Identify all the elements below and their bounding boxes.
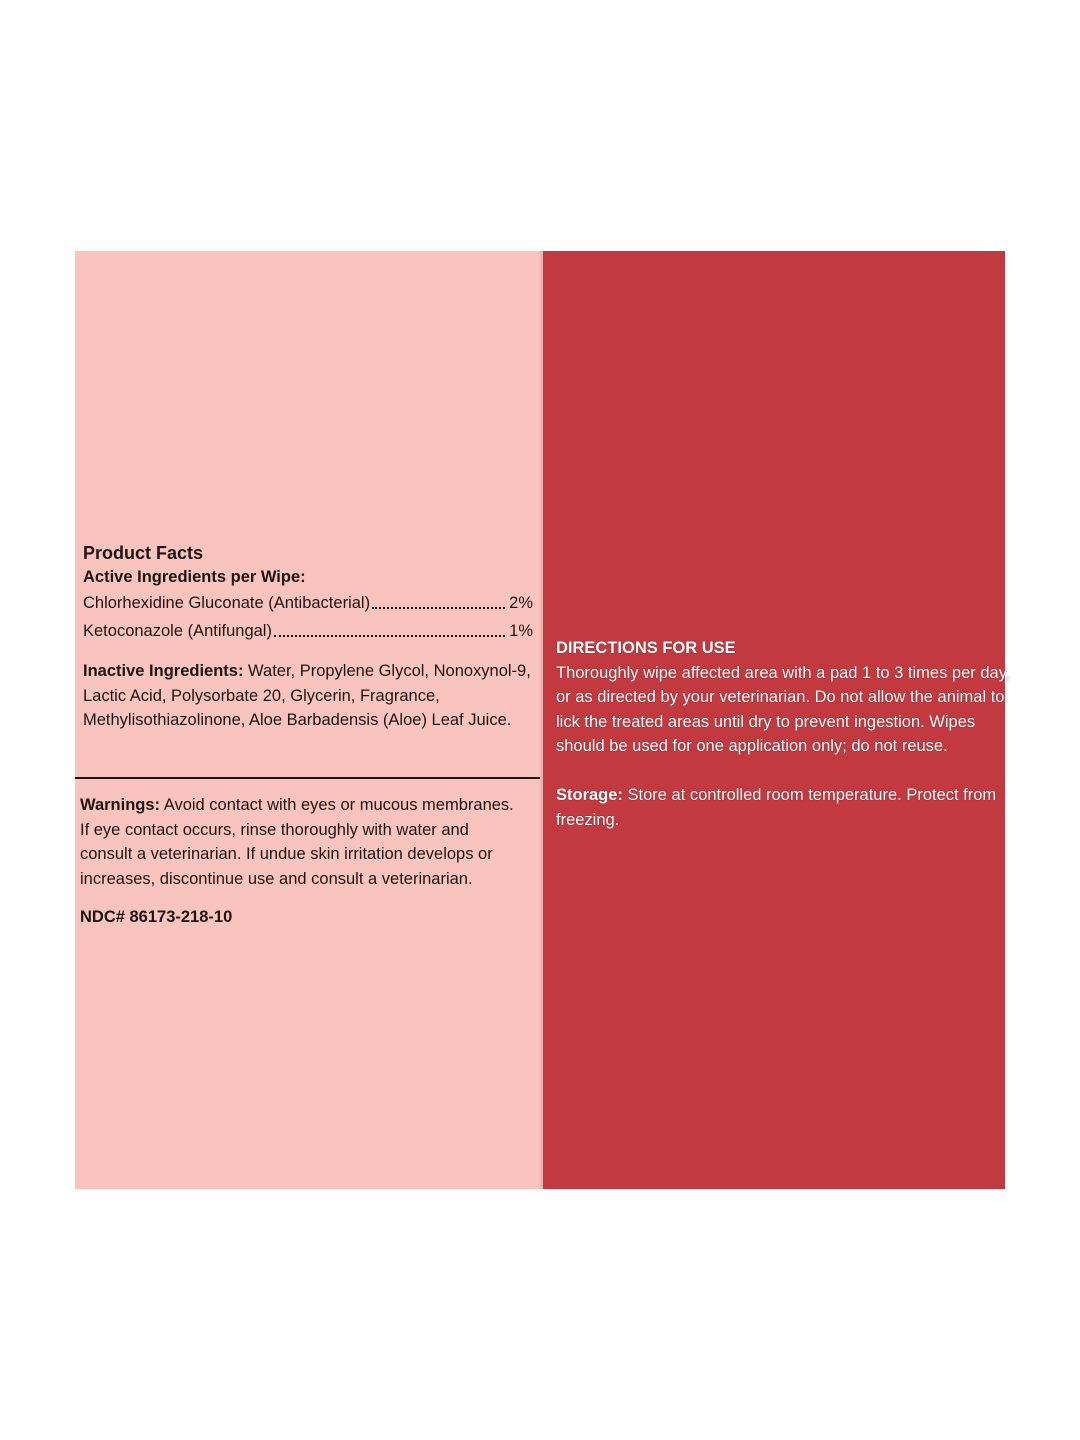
warnings-label: Warnings: [80, 796, 161, 814]
product-facts [83, 541, 533, 733]
active-ingredient-row [83, 619, 533, 643]
directions-text: Thoroughly wipe affected area with a pad 1 to 3 times per day, or as directed by your veterinarian. Do not allow the animal to lick the treated areas until dry to prevent ingestion. Wipes should be used for one application only; do not reuse. [556, 663, 1011, 755]
active-ingredient-row [83, 591, 533, 615]
ingredient-percent: 2% [509, 594, 533, 612]
section-divider [75, 777, 540, 779]
warnings-section [80, 793, 520, 930]
right-panel [543, 251, 1011, 1189]
dot-leader [274, 635, 505, 637]
left-panel [75, 251, 540, 1189]
active-ingredients-heading: Active Ingredients per Wipe: [83, 568, 306, 586]
dot-leader [372, 607, 505, 609]
warnings-text: Avoid contact with eyes or mucous membranes. If eye contact occurs, rinse thoroughly with water and consult a veterinarian. If undue skin irritation develops or increases, discontinue use and consult a veterinarian. [80, 796, 514, 888]
directions-title: DIRECTIONS FOR USE [556, 639, 736, 657]
product-facts-title: Product Facts [83, 543, 204, 563]
product-label [75, 251, 1011, 1189]
inactive-ingredients [83, 659, 533, 733]
ingredient-name: Ketoconazole (Antifungal) [83, 622, 272, 640]
inactive-ingredients-text: Water, Propylene Glycol, Nonoxynol-9, Lactic Acid, Polysorbate 20, Glycerin, Fragrance, Methylisothiazolinone, Aloe Barbadensis (Aloe) Leaf Juice. [83, 662, 531, 729]
ingredient-name: Chlorhexidine Gluconate (Antibacterial) [83, 594, 371, 612]
ingredient-percent: 1% [509, 622, 533, 640]
storage-text: Store at controlled room temperature. Protect from freezing. [556, 786, 997, 829]
directions-section [556, 636, 1011, 832]
inactive-ingredients-label: Inactive Ingredients: [83, 662, 244, 680]
storage [556, 783, 1011, 832]
warnings [80, 793, 520, 891]
storage-label: Storage: [556, 786, 623, 804]
ndc-number: NDC# 86173-218-10 [80, 908, 233, 926]
